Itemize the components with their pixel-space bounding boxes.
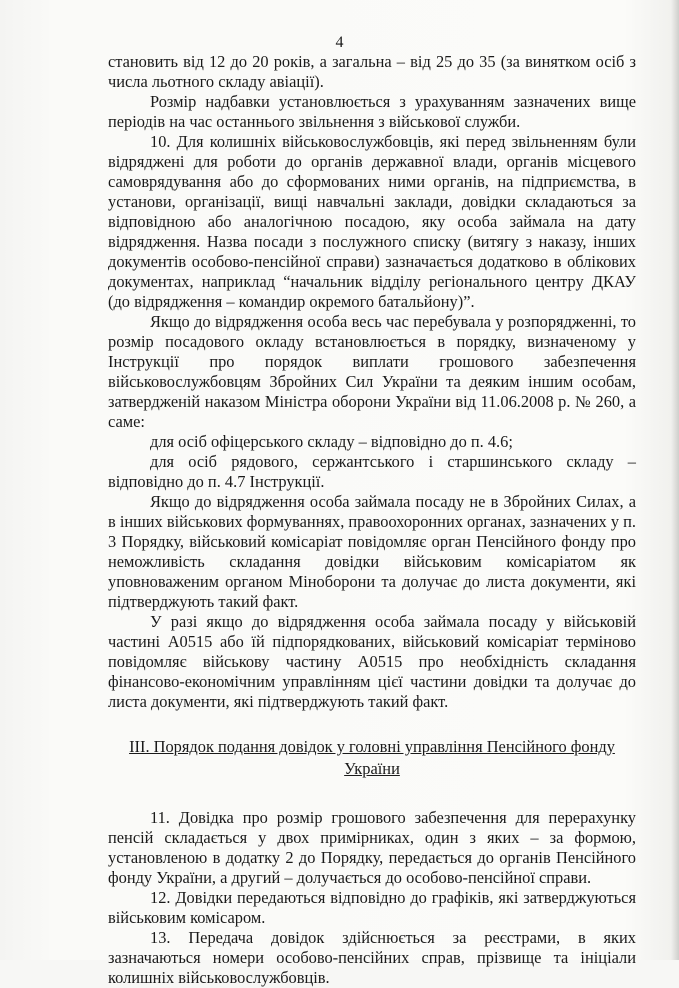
page-number: 4 [335, 34, 344, 51]
paragraph-secondment-disposal: Якщо до відрядження особа весь час перебувала у розпорядженні, то розмір посадового окладу встановлюється в порядку, визначеному у Інструкції про порядок виплати грошового забезпечення військовослужбовцям Збройних Сил України та деяким іншим особам, затвердженій наказом Міністра оборони України від 11.06.2008 р. № 260, а саме: [108, 312, 636, 431]
paragraph-continuation: становить від 12 до 20 років, а загальна – від 25 до 35 (за винятком осіб з числа льотного складу авіації). [108, 52, 636, 91]
document-body [108, 52, 636, 988]
paragraph-other-formations: Якщо до відрядження особа займала посаду не в Збройних Силах, а в інших військових формуваннях, правоохоронних органах, зазначених у п. 3 Порядку, військовий комісаріат повідомляє орган Пенсійного фонду про неможливість складання довідки військовим комісаріатом як уповноваженим органом Міноборони та долучає до листа документи, які підтверджують такий факт. [108, 492, 636, 611]
paragraph-item-10: 10. Для колишніх військовослужбовців, які перед звільненням були відряджені для роботи до органів державної влади, органів місцевого самоврядування або до сформованих ними органів, на підприємства, в установи, організації, вищі навчальні заклади, довідки складаються за відповідною або аналогічною посадою, яку особа займала на дату відрядження. Назва посади з послужного списку (витягу з наказу, інших документів особово-пенсійної справи) зазначається додатково в облікових документах, наприклад “начальник відділу регіонального центру ДКАУ (до відрядження – командир окремого батальйону)”. [108, 132, 636, 311]
section-heading: ІІІ. Порядок подання довідок у головні управління Пенсійного фонду України [129, 737, 615, 778]
paragraph-enlisted: для осіб рядового, сержантського і старшинського складу – відповідно до п. 4.7 Інструкції. [108, 452, 636, 491]
page-edge-shadow [671, 0, 679, 960]
paragraph-item-12: 12. Довідки передаються відповідно до графіків, які затверджуються військовим комісаром. [108, 888, 636, 927]
paragraph-item-11: 11. Довідка про розмір грошового забезпечення для перерахунку пенсій складається у двох примірниках, один з яких – за формою, установленою в додатку 2 до Порядку, передається до органів Пенсійного фонду України, а другий – долучається до особово-пенсійної справи. [108, 808, 636, 887]
paragraph-unit-a0515: У разі якщо до відрядження особа займала посаду у військовій частині А0515 або їй підпорядкованих, військовий комісаріат терміново повідомляє військову частину А0515 про необхідність складання фінансово-економічним управлінням цієї частини довідки та долучає до листа документи, які підтверджують такий факт. [108, 612, 636, 711]
paragraph-item-13: 13. Передача довідок здійснюється за реєстрами, в яких зазначаються номери особово-пенсійних справ, прізвище та ініціали колишніх військовослужбовців. [108, 928, 636, 987]
paragraph-officers: для осіб офіцерського складу – відповідно до п. 4.6; [150, 432, 513, 451]
paragraph-allowance-size: Розмір надбавки установлюється з урахуванням зазначених вище періодів на час останнього звільнення з військової служби. [108, 92, 636, 131]
